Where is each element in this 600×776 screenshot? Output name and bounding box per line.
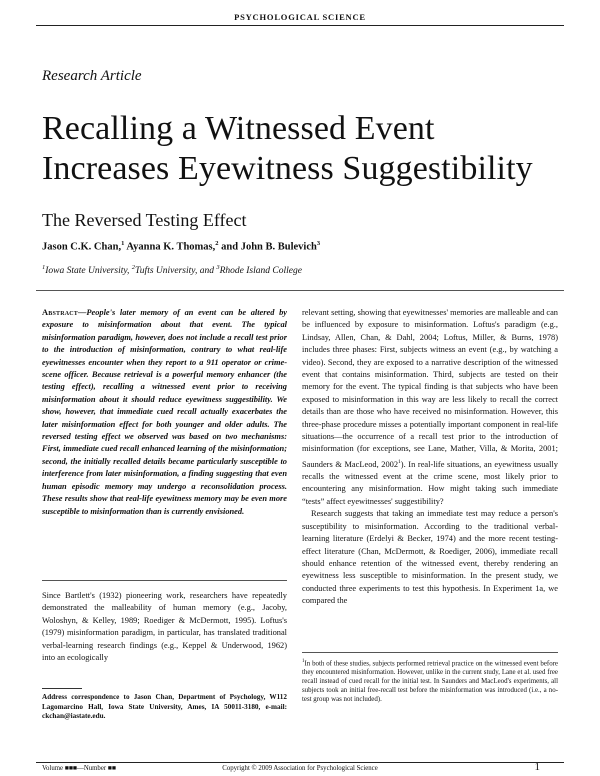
author-name: Jason C.K. Chan, [42,241,122,253]
affiliations [42,264,302,276]
body-text: ). In real-life situations, an eyewitness usually recalls the witnessed event at the crime scene, most likely prior to encountering any misinformation. How might taking such immediate “tests” affect eyewitnesses' suggestibility? [302,459,558,506]
affiliation-text: Tufts University, and [135,266,217,277]
footnote [302,657,558,704]
affiliation-mark: 2 [215,240,219,247]
footnote-text: In both of these studies, subjects performed retrieval practice on the witnessed event before they encountered misinformation. However, unlike in the current study, Lane et al. used free recall instead of cued recall for the initial test. In Saunders and MacLeod's experiments, all subjects took an initial free-recall test before the misinformation was introduced (i.e., a no-test group was not included). [302,660,558,704]
abstract-divider [42,580,287,581]
affiliation-mark: 1 [42,264,46,271]
affiliation-text: Rhode Island College [219,266,302,277]
affiliation-mark: 1 [121,240,125,247]
author-list [42,240,320,253]
author-name: Ayanna K. Thomas, [124,241,216,253]
body-column-left [42,590,287,664]
article-type: Research Article [42,68,142,84]
article-subtitle: The Reversed Testing Effect [42,210,247,230]
copyright-line: Copyright © 2009 Association for Psychological Science [222,765,378,772]
section-divider [36,290,564,291]
affiliation-mark: 3 [216,264,220,271]
affiliation-mark: 3 [316,240,321,247]
correspondence-divider [42,688,82,689]
footnote-mark: 1 [302,659,305,664]
body-paragraph: Since Bartlett's (1932) pioneering work, researchers have repeatedly demonstrated the malleability of human memory (e.g., Jacoby, Woloshyn, & Kelley, 1989; Roediger & McDermott, 1995). Loftus's (1979) misinformation paradigm, in particular, has translated traditional verbal-learning research findings (e.g., Keppel & Underwood, 1962) into an ecologically [42,591,287,663]
body-column-right [302,307,558,608]
footnote-mark: 1 [398,458,401,465]
abstract-label: Abstract [42,308,78,317]
page-number: 1 [534,761,540,773]
volume-number: Volume ■■■—Number ■■ [42,765,117,772]
body-text: relevant setting, showing that eyewitnesses' memories are malleable and can be influenced by exposure to misinformation. Loftus's paradigm (e.g., Lindsay, Allen, Chan, & Dahl, 2004; Loftus, Miller, & Burns, 1978) includes three phases: First, subjects witness an event (e.g., by watching a video). Second, they are exposed to a narrative description of the witnessed event that contains misinformation. Third, subjects are tested on their memory for the event. The typical finding is that subjects who have been exposed to misinformation in this way are less likely to recall the correct details than are those who have received no misinformation. However, this three-phase procedure misses a potentially important component in real-life situations—the occurrence of a recall test prior to the introduction of misinformation (for exceptions, see Lane, Mather, Villa, & Morita, 2001; Saunders & MacLeod, 2002 [302,308,558,469]
body-paragraph [302,307,558,508]
article-title: Recalling a Witnessed Event Increases Eyewitness Suggestibility [42,109,533,187]
header-rule [36,25,564,26]
affiliation-text: Iowa State University, [45,266,132,277]
author-name: and John B. Bulevich [218,241,317,253]
abstract-text: —People's later memory of an event can be altered by exposure to misinformation about that event. The typical misinformation paradigm, however, does not include a recall test prior to the introduction of misinformation, contrary to what real-life eyewitnesses encounter when they report to a 911 operator or crime-scene officer. Because retrieval is a powerful memory enhancer (the testing effect), recalling a witnessed event prior to receiving misinformation about it should reduce eyewitness suggestibility. We show, however, that immediate cued recall actually exacerbates the later misinformation effect for both younger and older adults. The reversed testing effect we observed was based on two mechanisms: First, immediate cued recall enhanced learning of the misinformation; second, the initially recalled details became particularly susceptible to interference from later misinformation, a finding suggesting that even human episodic memory may undergo a reconsolidation process. These results show that real-life eyewitness memory may be even more susceptible to misinformation than is currently envisioned. [42,308,287,516]
abstract [42,307,287,518]
body-paragraph: Research suggests that taking an immediate test may reduce a person's susceptibility to misinformation. According to the traditional verbal-learning literature (Erdelyi & Becker, 1974) and the more recent testing-effect literature (Chan, McDermott, & Roediger, 2006), immediate recall should enhance retention of the witnessed event, thereby rendering an eyewitness less susceptible to misinformation. In the present study, we conducted three experiments to test this hypothesis. In Experiment 1a, we compared the [302,509,558,606]
affiliation-mark: 2 [131,264,136,271]
correspondence-note: Address correspondence to Jason Chan, Department of Psychology, W112 Lagomarcino Hall, Iowa State University, Ames, IA 50011-3180, e-mail: ckchan@iastate.edu. [42,693,287,721]
footer-rule [36,762,564,763]
footnote-divider [302,652,558,653]
journal-name: PSYCHOLOGICAL SCIENCE [234,12,366,22]
